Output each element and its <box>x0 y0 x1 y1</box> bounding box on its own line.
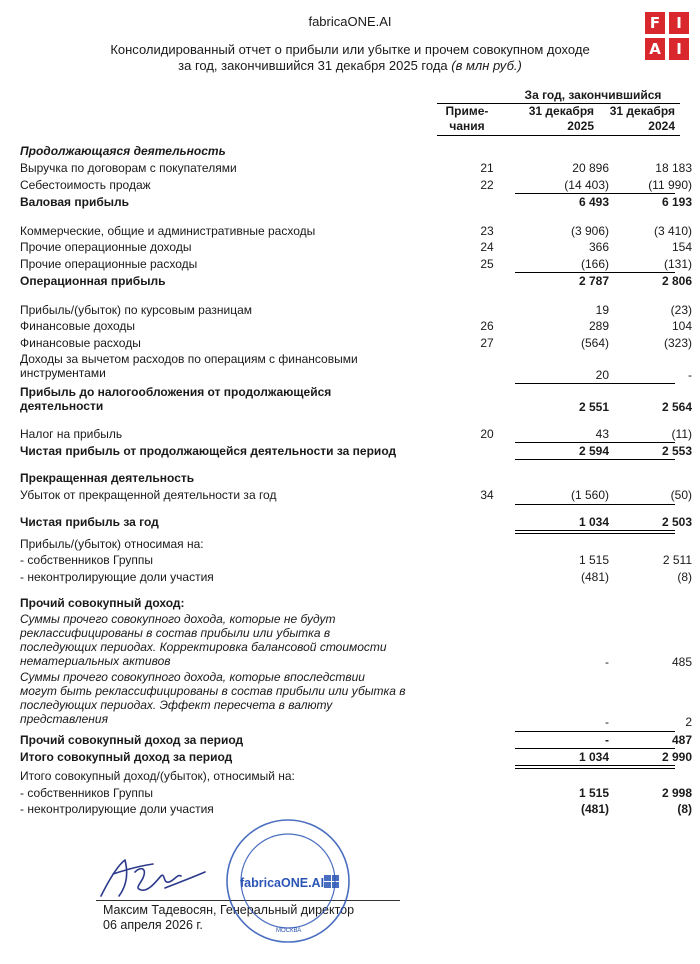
row-discontinued-loss <box>20 487 692 503</box>
row-label: - неконтролирующие доли участия <box>20 802 214 816</box>
row-label: Убыток от прекращенной деятельности за год <box>20 488 277 502</box>
row-fx-gain-loss <box>20 302 692 318</box>
row-value-2025: (481) <box>580 802 609 816</box>
row-owners <box>20 552 692 568</box>
notes-header-1: Приме- <box>445 104 489 118</box>
row-label: Налог на прибыль <box>20 427 123 441</box>
row-note: 24 <box>480 240 494 254</box>
row-value-2025: 20 896 <box>572 161 609 175</box>
row-value-2025: 2 787 <box>578 274 609 288</box>
row-value-2025: (14 403) <box>564 178 609 192</box>
row-label: Прочий совокупный доход за период <box>20 733 244 747</box>
row-note: 22 <box>480 178 494 192</box>
row-value-2024: 2 998 <box>661 786 692 800</box>
row-value-2024: (323) <box>663 336 692 350</box>
row-note: 23 <box>480 224 494 238</box>
row-value-2024: 2 806 <box>661 274 692 288</box>
label-line: Суммы прочего совокупного дохода, которые не будут <box>20 612 336 626</box>
row-finance-income <box>20 318 692 334</box>
row-total-comprehensive <box>20 749 692 765</box>
row-value-2025: 2 594 <box>578 444 609 458</box>
logo-letter-i-2: I <box>669 38 689 60</box>
row-value-2024: 485 <box>671 655 692 669</box>
subtotal-rule <box>515 504 675 505</box>
row-value-2024: 6 193 <box>661 195 692 209</box>
row-label: Прибыль/(убыток) относимая на: <box>20 537 204 551</box>
year-2025-header-2: 2025 <box>567 119 594 133</box>
row-value-2025: (166) <box>580 257 609 271</box>
row-value-2024: 2 564 <box>661 400 692 414</box>
row-value-2024: (11 990) <box>648 178 692 192</box>
row-revenue <box>20 160 692 176</box>
row-note: 27 <box>480 336 494 350</box>
row-value-2025: 43 <box>595 427 609 441</box>
row-note: 26 <box>480 319 494 333</box>
row-value-2025: (481) <box>580 570 609 584</box>
row-gross-profit <box>20 194 692 210</box>
row-value-2024: - <box>688 368 692 382</box>
year-2025-header-1: 31 декабря <box>528 104 594 118</box>
row-label: Финансовые доходы <box>20 319 136 333</box>
row-label: Операционная прибыль <box>20 274 166 288</box>
row-value-2024: (8) <box>677 570 692 584</box>
logo-letter-f: F <box>645 12 665 34</box>
row-value-2024: 2 511 <box>662 553 692 567</box>
report-subtitle <box>0 58 700 73</box>
row-label: Прочий совокупный доход: <box>20 596 185 610</box>
row-value-2024: (131) <box>663 257 692 271</box>
label-line: последующих периодах. Эффект пересчета в валюту <box>20 698 333 712</box>
row-income-tax <box>20 426 692 442</box>
row-value-2024: (11) <box>671 427 692 441</box>
report-title: Консолидированный отчет о прибыли или убытке и прочем совокупном доходе <box>110 42 590 57</box>
label-line: деятельности <box>20 399 104 413</box>
row-value-2025: 289 <box>588 319 609 333</box>
row-value-2025: 1 034 <box>578 750 609 764</box>
header-rule-bottom <box>437 135 680 136</box>
row-value-2025: 19 <box>595 303 609 317</box>
seal-brand: fabricaONE.AI <box>240 876 325 890</box>
row-value-2025: - <box>605 733 609 747</box>
row-value-2025: (564) <box>580 336 609 350</box>
label-line: представления <box>20 712 108 726</box>
subtotal-rule <box>515 459 675 460</box>
row-value-2024: 18 183 <box>655 161 692 175</box>
company-seal <box>224 815 352 947</box>
row-discontinued-heading <box>20 470 680 486</box>
row-value-2025: 1 515 <box>578 553 609 567</box>
row-label: Чистая прибыль за год <box>20 515 159 529</box>
row-finance-expenses <box>20 335 692 351</box>
row-value-2025: 2 551 <box>578 400 609 414</box>
label-line: Прибыль до налогообложения от продолжающейся <box>20 385 332 399</box>
row-note: 25 <box>480 257 494 271</box>
row-total-attributable-heading <box>20 768 680 784</box>
row-oci-total <box>20 732 692 748</box>
label-line: Доходы за вычетом расходов по операциям с финансовыми <box>20 352 358 366</box>
label-line: последующих периодах. Корректировка балансовой стоимости <box>20 640 387 654</box>
seal-city: МОСКВА <box>276 928 302 934</box>
label-line: Суммы прочего совокупного дохода, которые впоследствии <box>20 670 365 684</box>
label-line: инструментами <box>20 366 106 380</box>
row-fin-instruments <box>20 367 692 383</box>
year-2024-header-2: 2024 <box>648 119 675 133</box>
row-label: - собственников Группы <box>20 786 153 800</box>
row-value-2024: 104 <box>671 319 692 333</box>
row-label: Себестоимость продаж <box>20 178 151 192</box>
row-attributable-heading <box>20 536 680 552</box>
row-oci-reclassified <box>20 714 692 730</box>
row-value-2024: 2 503 <box>661 515 692 529</box>
row-label: Чистая прибыль от продолжающейся деятельности за период <box>20 444 397 458</box>
row-nci <box>20 569 692 585</box>
row-label: - неконтролирующие доли участия <box>20 570 214 584</box>
row-sga <box>20 223 692 239</box>
report-units: (в млн руб.) <box>451 58 522 73</box>
row-value-2025: (1 560) <box>570 488 609 502</box>
row-label: Продолжающаяся деятельность <box>20 144 226 158</box>
company-name: fabricaONE.AI <box>308 14 392 29</box>
row-value-2024: (8) <box>677 802 692 816</box>
logo-letter-i: I <box>669 12 689 34</box>
label-line: могут быть реклассифицированы в состав прибыли или убытка в <box>20 684 406 698</box>
row-label: Коммерческие, общие и административные расходы <box>20 224 316 238</box>
row-other-op-expenses <box>20 256 692 272</box>
row-value-2025: 1 034 <box>578 515 609 529</box>
row-value-2024: (50) <box>670 488 692 502</box>
handwritten-signature <box>95 852 215 902</box>
row-net-profit-continuing <box>20 443 692 459</box>
label-line: нематериальных активов <box>20 654 171 668</box>
row-value-2024: 2 553 <box>661 444 692 458</box>
row-value-2024: 154 <box>671 240 692 254</box>
row-label: Валовая прибыль <box>20 195 129 209</box>
row-value-2024: 2 <box>685 715 692 729</box>
signatory-name: Максим Тадевосян, Генеральный директор <box>103 903 355 917</box>
year-2024-header-1: 31 декабря <box>609 104 675 118</box>
subtotal-rule <box>515 383 675 384</box>
row-value-2025: (3 906) <box>570 224 609 238</box>
row-value-2024: (23) <box>670 303 692 317</box>
row-cost-of-sales <box>20 177 692 193</box>
label-line: реклассифицированы в состав прибыли или убытка в <box>20 626 331 640</box>
row-profit-before-tax <box>20 399 692 415</box>
row-label: Итого совокупный доход/(убыток), относимый на: <box>20 769 295 783</box>
row-label: Выручка по договорам с покупателями <box>20 161 237 175</box>
total-double-rule <box>515 530 675 534</box>
notes-header-2: чания <box>449 119 485 133</box>
row-value-2024: 487 <box>671 733 692 747</box>
row-value-2024: (3 410) <box>653 224 692 238</box>
row-label: Прекращенная деятельность <box>20 471 195 485</box>
row-net-profit <box>20 514 692 530</box>
report-period: за год, закончившийся 31 декабря 2025 года <box>178 58 452 73</box>
row-continuing-heading <box>20 143 680 159</box>
row-note: 34 <box>480 488 494 502</box>
row-value-2025: 20 <box>595 368 609 382</box>
row-value-2025: 366 <box>588 240 609 254</box>
period-header: За год, закончившийся <box>524 88 662 102</box>
row-value-2025: 6 493 <box>578 195 609 209</box>
row-total-owners <box>20 785 692 801</box>
row-label: Прочие операционные доходы <box>20 240 192 254</box>
row-oci-heading <box>20 595 680 611</box>
row-note: 21 <box>480 161 494 175</box>
row-value-2024: 2 990 <box>661 750 692 764</box>
row-value-2025: - <box>605 715 609 729</box>
signature-date: 06 апреля 2026 г. <box>103 918 203 932</box>
row-operating-profit <box>20 273 692 289</box>
row-label: - собственников Группы <box>20 553 153 567</box>
row-label: Прибыль/(убыток) по курсовым разницам <box>20 303 252 317</box>
row-note: 20 <box>480 427 494 441</box>
row-label: Прочие операционные расходы <box>20 257 198 271</box>
logo-letter-a: A <box>645 38 665 60</box>
row-label: Итого совокупный доход за период <box>20 750 233 764</box>
row-oci-not-reclassified <box>20 654 692 670</box>
row-value-2025: 1 515 <box>578 786 609 800</box>
row-value-2025: - <box>605 655 609 669</box>
row-label: Финансовые расходы <box>20 336 141 350</box>
row-other-op-income <box>20 239 692 255</box>
